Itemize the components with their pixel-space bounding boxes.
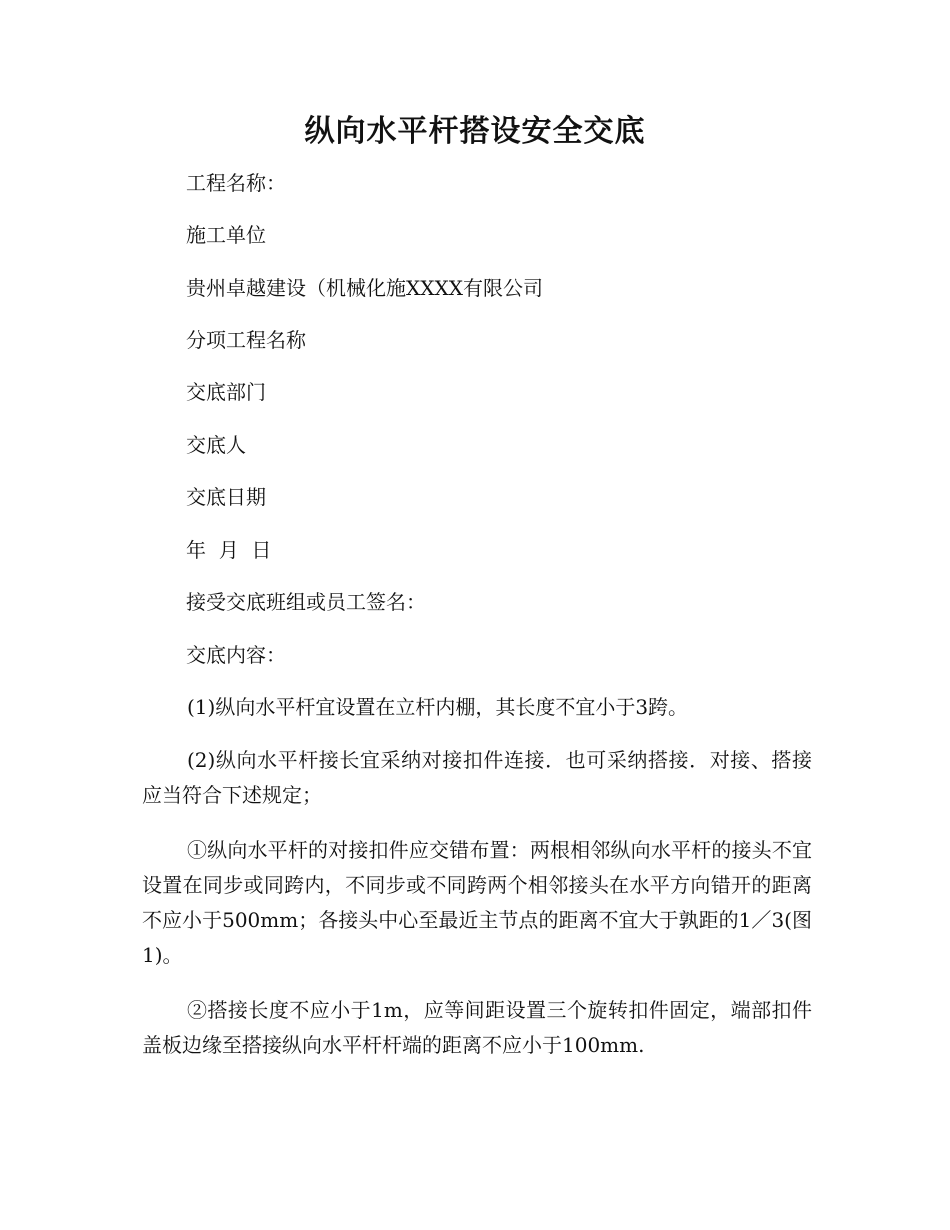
paragraph-4: ②搭接长度不应小于1m，应等间距设置三个旋转扣件固定，端部扣件盖板边缘至搭接纵向水平杆杆端的距离不应小于100mm. bbox=[142, 998, 812, 1057]
content-label: 交底内容： bbox=[186, 643, 286, 667]
construction-unit-field: 施工单位 bbox=[186, 223, 266, 247]
briefing-date-field: 交底日期 bbox=[186, 485, 266, 509]
paragraph-2: (2)纵向水平杆接长宜采纳对接扣件连接．也可采纳搭接．对接、搭接应当符合下述规定； bbox=[142, 748, 812, 807]
project-name-field: 工程名称： bbox=[186, 171, 286, 195]
paragraph-1: (1)纵向水平杆宜设置在立杆内棚，其长度不宜小于3跨。 bbox=[187, 695, 689, 719]
subproject-name-field: 分项工程名称 bbox=[186, 328, 306, 352]
company-name: 贵州卓越建设（机械化施XXXX有限公司 bbox=[186, 276, 543, 300]
document-title: 纵向水平杆搭设安全交底 bbox=[304, 114, 646, 149]
briefing-department-field: 交底部门 bbox=[186, 380, 266, 404]
briefing-person-field: 交底人 bbox=[186, 433, 246, 457]
date-placeholder: 年 月 日 bbox=[186, 538, 272, 562]
team-signature-field: 接受交底班组或员工签名： bbox=[186, 590, 426, 614]
paragraph-3: ①纵向水平杆的对接扣件应交错布置：两根相邻纵向水平杆的接头不宜设置在同步或同跨内，不同步或不同跨两个相邻接头在水平方向错开的距离不应小于500mm；各接头中心至最近主节点的距离不宜大于孰距的1／3(图1)。 bbox=[142, 838, 812, 967]
